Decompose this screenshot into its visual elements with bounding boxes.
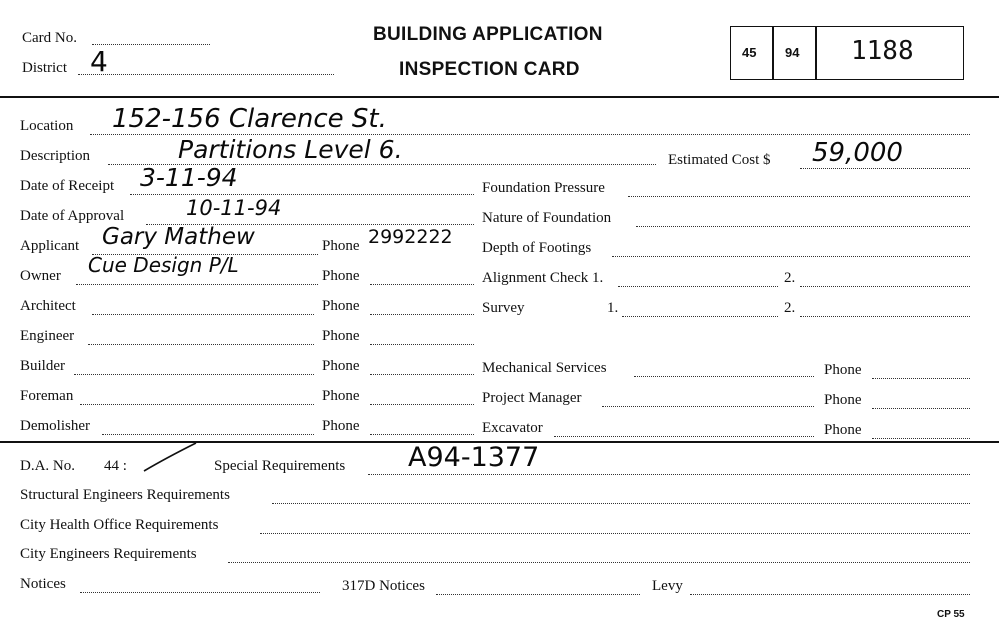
applicant-phone-label: Phone bbox=[322, 238, 360, 254]
location-label: Location bbox=[20, 118, 74, 134]
notices-317d-label: 317D Notices bbox=[342, 578, 425, 594]
special-requirements-value: A94-1377 bbox=[408, 442, 540, 473]
excavator-phone-label: Phone bbox=[824, 422, 862, 438]
foundation-pressure-line bbox=[628, 196, 970, 197]
architect-phone-label: Phone bbox=[322, 298, 360, 314]
title-line-2: INSPECTION CARD bbox=[399, 59, 580, 80]
applicant-value: Gary Mathew bbox=[102, 224, 255, 250]
excavator-phone-line bbox=[872, 438, 970, 439]
location-value: 152-156 Clarence St. bbox=[112, 104, 387, 134]
alignment-check-1-line bbox=[618, 286, 778, 287]
estimated-cost-value: 59,000 bbox=[812, 138, 903, 168]
form-code: CP 55 bbox=[937, 609, 965, 620]
date-of-approval-label: Date of Approval bbox=[20, 208, 125, 224]
mechanical-services-phone-line bbox=[872, 378, 970, 379]
foreman-label: Foreman bbox=[20, 388, 74, 404]
special-requirements-label: Special Requirements bbox=[214, 458, 346, 474]
header-rule bbox=[0, 96, 999, 98]
owner-value: Cue Design P/L bbox=[88, 253, 239, 277]
structural-requirements-line bbox=[272, 503, 970, 504]
box-divider-2 bbox=[815, 27, 817, 79]
district-line bbox=[78, 74, 334, 75]
owner-label: Owner bbox=[20, 268, 61, 284]
structural-requirements-label: Structural Engineers Requirements bbox=[20, 487, 230, 503]
engineer-phone-label: Phone bbox=[322, 328, 360, 344]
builder-phone-line bbox=[370, 374, 474, 375]
city-engineers-requirements-label: City Engineers Requirements bbox=[20, 546, 197, 562]
owner-line bbox=[76, 284, 318, 285]
builder-phone-label: Phone bbox=[322, 358, 360, 374]
da-no-label: D.A. No. bbox=[20, 458, 75, 474]
card-number: 1188 bbox=[851, 36, 914, 66]
date-of-receipt-value: 3-11-94 bbox=[140, 163, 238, 192]
card-number-box bbox=[730, 26, 964, 80]
architect-label: Architect bbox=[20, 298, 76, 314]
health-requirements-line bbox=[260, 533, 970, 534]
title-line-1: BUILDING APPLICATION bbox=[373, 24, 603, 45]
date-of-receipt-label: Date of Receipt bbox=[20, 178, 115, 194]
owner-phone-label: Phone bbox=[322, 268, 360, 284]
card-no-label: Card No. bbox=[22, 30, 77, 46]
city-engineers-requirements-line bbox=[228, 562, 970, 563]
notices-line bbox=[80, 592, 320, 593]
demolisher-line bbox=[102, 434, 314, 435]
engineer-line bbox=[88, 344, 314, 345]
nature-of-foundation-line bbox=[636, 226, 970, 227]
survey-2-line bbox=[800, 316, 970, 317]
foreman-phone-line bbox=[370, 404, 474, 405]
demolisher-label: Demolisher bbox=[20, 418, 90, 434]
depth-of-footings-line bbox=[612, 256, 970, 257]
district-value: 4 bbox=[90, 45, 108, 78]
survey-1-line bbox=[622, 316, 778, 317]
date-of-receipt-line bbox=[130, 194, 474, 195]
alignment-check-2-line bbox=[800, 286, 970, 287]
da-prefix: 44 : bbox=[104, 458, 127, 474]
demolisher-phone-label: Phone bbox=[322, 418, 360, 434]
box-divider-1 bbox=[772, 27, 774, 79]
estimated-cost-label: Estimated Cost $ bbox=[668, 152, 771, 168]
district-label: District bbox=[22, 60, 67, 76]
depth-of-footings-label: Depth of Footings bbox=[482, 240, 592, 256]
architect-phone-line bbox=[370, 314, 474, 315]
demolisher-phone-line bbox=[370, 434, 474, 435]
description-label: Description bbox=[20, 148, 90, 164]
date-of-approval-value: 10-11-94 bbox=[186, 196, 282, 220]
survey-2-label: 2. bbox=[784, 300, 796, 316]
mechanical-services-line bbox=[634, 376, 814, 377]
builder-line bbox=[74, 374, 314, 375]
box-code-1: 45 bbox=[742, 45, 757, 60]
nature-of-foundation-label: Nature of Foundation bbox=[482, 210, 612, 226]
engineer-phone-line bbox=[370, 344, 474, 345]
project-manager-phone-label: Phone bbox=[824, 392, 862, 408]
excavator-label: Excavator bbox=[482, 420, 543, 436]
project-manager-line bbox=[602, 406, 814, 407]
owner-phone-line bbox=[370, 284, 474, 285]
excavator-line bbox=[554, 436, 814, 437]
box-code-2: 94 bbox=[785, 45, 800, 60]
mechanical-services-label: Mechanical Services bbox=[482, 360, 607, 376]
applicant-phone-value: 2992222 bbox=[368, 226, 453, 248]
mechanical-services-phone-label: Phone bbox=[824, 362, 862, 378]
architect-line bbox=[92, 314, 314, 315]
estimated-cost-line bbox=[800, 168, 970, 169]
alignment-check-label: Alignment Check 1. bbox=[482, 270, 604, 286]
special-requirements-line bbox=[368, 474, 970, 475]
alignment-check-2-label: 2. bbox=[784, 270, 796, 286]
description-value: Partitions Level 6. bbox=[178, 135, 403, 164]
da-number-stroke bbox=[140, 440, 200, 476]
foreman-phone-label: Phone bbox=[322, 388, 360, 404]
project-manager-label: Project Manager bbox=[482, 390, 582, 406]
survey-label: Survey bbox=[482, 300, 525, 316]
survey-1-label: 1. bbox=[607, 300, 619, 316]
health-requirements-label: City Health Office Requirements bbox=[20, 517, 219, 533]
applicant-label: Applicant bbox=[20, 238, 80, 254]
builder-label: Builder bbox=[20, 358, 65, 374]
notices-317d-line bbox=[436, 594, 640, 595]
card-no-line bbox=[92, 44, 210, 45]
foundation-pressure-label: Foundation Pressure bbox=[482, 180, 605, 196]
notices-label: Notices bbox=[20, 576, 66, 592]
foreman-line bbox=[80, 404, 314, 405]
levy-line bbox=[690, 594, 970, 595]
project-manager-phone-line bbox=[872, 408, 970, 409]
engineer-label: Engineer bbox=[20, 328, 75, 344]
levy-label: Levy bbox=[652, 578, 683, 594]
